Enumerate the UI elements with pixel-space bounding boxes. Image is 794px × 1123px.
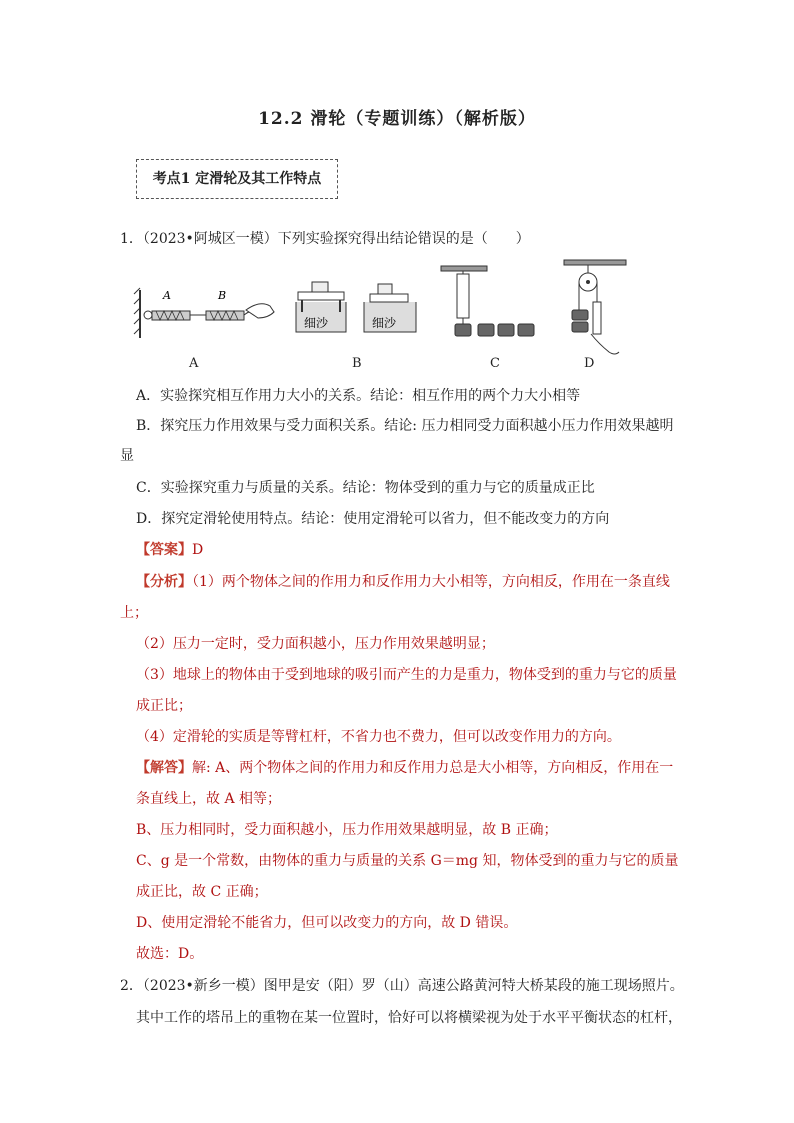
figure-a-springs: [134, 288, 274, 338]
figure-label-d: D: [584, 356, 595, 371]
solution-line-a: [136, 758, 673, 778]
analysis-line-3: （3）地球上的物体由于受到地球的吸引而产生的力是重力，物体受到的重力与它的质量: [136, 667, 677, 683]
solution-line-c: C、g 是一个常数，由物体的重力与质量的关系 G＝mg 知，物体受到的重力与它的质量: [136, 853, 679, 869]
final-answer: 故选：D。: [136, 946, 204, 962]
topic-box: 考点1 定滑轮及其工作特点: [136, 159, 338, 199]
q1-option-b-wrap: 显: [120, 448, 134, 464]
analysis-line-4: （4）定滑轮的实质是等臂杠杆，不省力也不费力，但可以改变作用力的方向。: [136, 729, 621, 745]
solution-line-d: D、使用定滑轮不能省力，但可以改变力的方向，故 D 错误。: [136, 915, 518, 931]
solution-line-b: B、压力相同时，受力面积越小，压力作用效果越明显，故 B 正确；: [136, 822, 558, 838]
q1-option-d: D．探究定滑轮使用特点。结论：使用定滑轮可以省力，但不能改变力的方向: [136, 511, 610, 527]
solution-line-c2: 成正比，故 C 正确；: [136, 884, 268, 900]
figure-c-weights: [441, 266, 534, 336]
solution-text-a: 解: A、两个物体之间的作用力和反作用力总是大小相等，方向相反，作用在一: [192, 760, 674, 776]
q2-line-1: 2．（2023•新乡一模）图甲是安（阳）罗（山）高速公路黄河特大桥某段的施工现场照片。: [120, 978, 684, 994]
answer-value: D: [192, 542, 204, 558]
q2-line-2: 其中工作的塔吊上的重物在某一位置时，恰好可以将横梁视为处于水平平衡状态的杠杆，: [136, 1010, 682, 1026]
solution-tag: 【解答】: [136, 760, 192, 776]
figure-label-a: A: [189, 356, 199, 371]
label-sand-1: 细沙: [304, 316, 329, 330]
q1-option-a: A．实验探究相互作用力大小的关系。结论：相互作用的两个力大小相等: [136, 388, 581, 404]
answer-line: [136, 540, 203, 560]
analysis-line-2: （2）压力一定时，受力面积越小，压力作用效果越明显；: [136, 636, 495, 652]
figure-label-b: B: [352, 356, 362, 371]
analysis-tag: 【分析】: [136, 574, 192, 590]
label-spring-b: B: [218, 289, 227, 302]
solution-line-a2: 条直线上，故 A 相等；: [136, 791, 282, 807]
figure-d-pulley: [564, 260, 626, 354]
page-title: 12.2 滑轮（专题训练）（解析版）: [258, 109, 536, 129]
analysis-text-1: （1）两个物体之间的作用力和反作用力大小相等，方向相反，作用在一条直线: [192, 574, 670, 590]
label-spring-a: A: [163, 289, 171, 302]
figure-label-c: C: [490, 356, 500, 371]
label-sand-2: 细沙: [372, 316, 397, 330]
figure-b-sand-trays: [296, 282, 416, 332]
q1-figure: [126, 252, 656, 374]
q1-stem: 1．（2023•阿城区一模）下列实验探究得出结论错误的是（ ）: [120, 231, 530, 247]
analysis-line-1b: 上；: [120, 605, 148, 621]
analysis-line-3b: 成正比；: [136, 698, 192, 714]
q1-option-c: C．实验探究重力与质量的关系。结论：物体受到的重力与它的质量成正比: [136, 480, 595, 496]
answer-tag: 【答案】: [136, 542, 192, 558]
analysis-line-1: [136, 572, 670, 592]
q1-option-b: B．探究压力作用效果与受力面积关系。结论: 压力相同受力面积越小压力作用效果越明: [136, 418, 674, 434]
